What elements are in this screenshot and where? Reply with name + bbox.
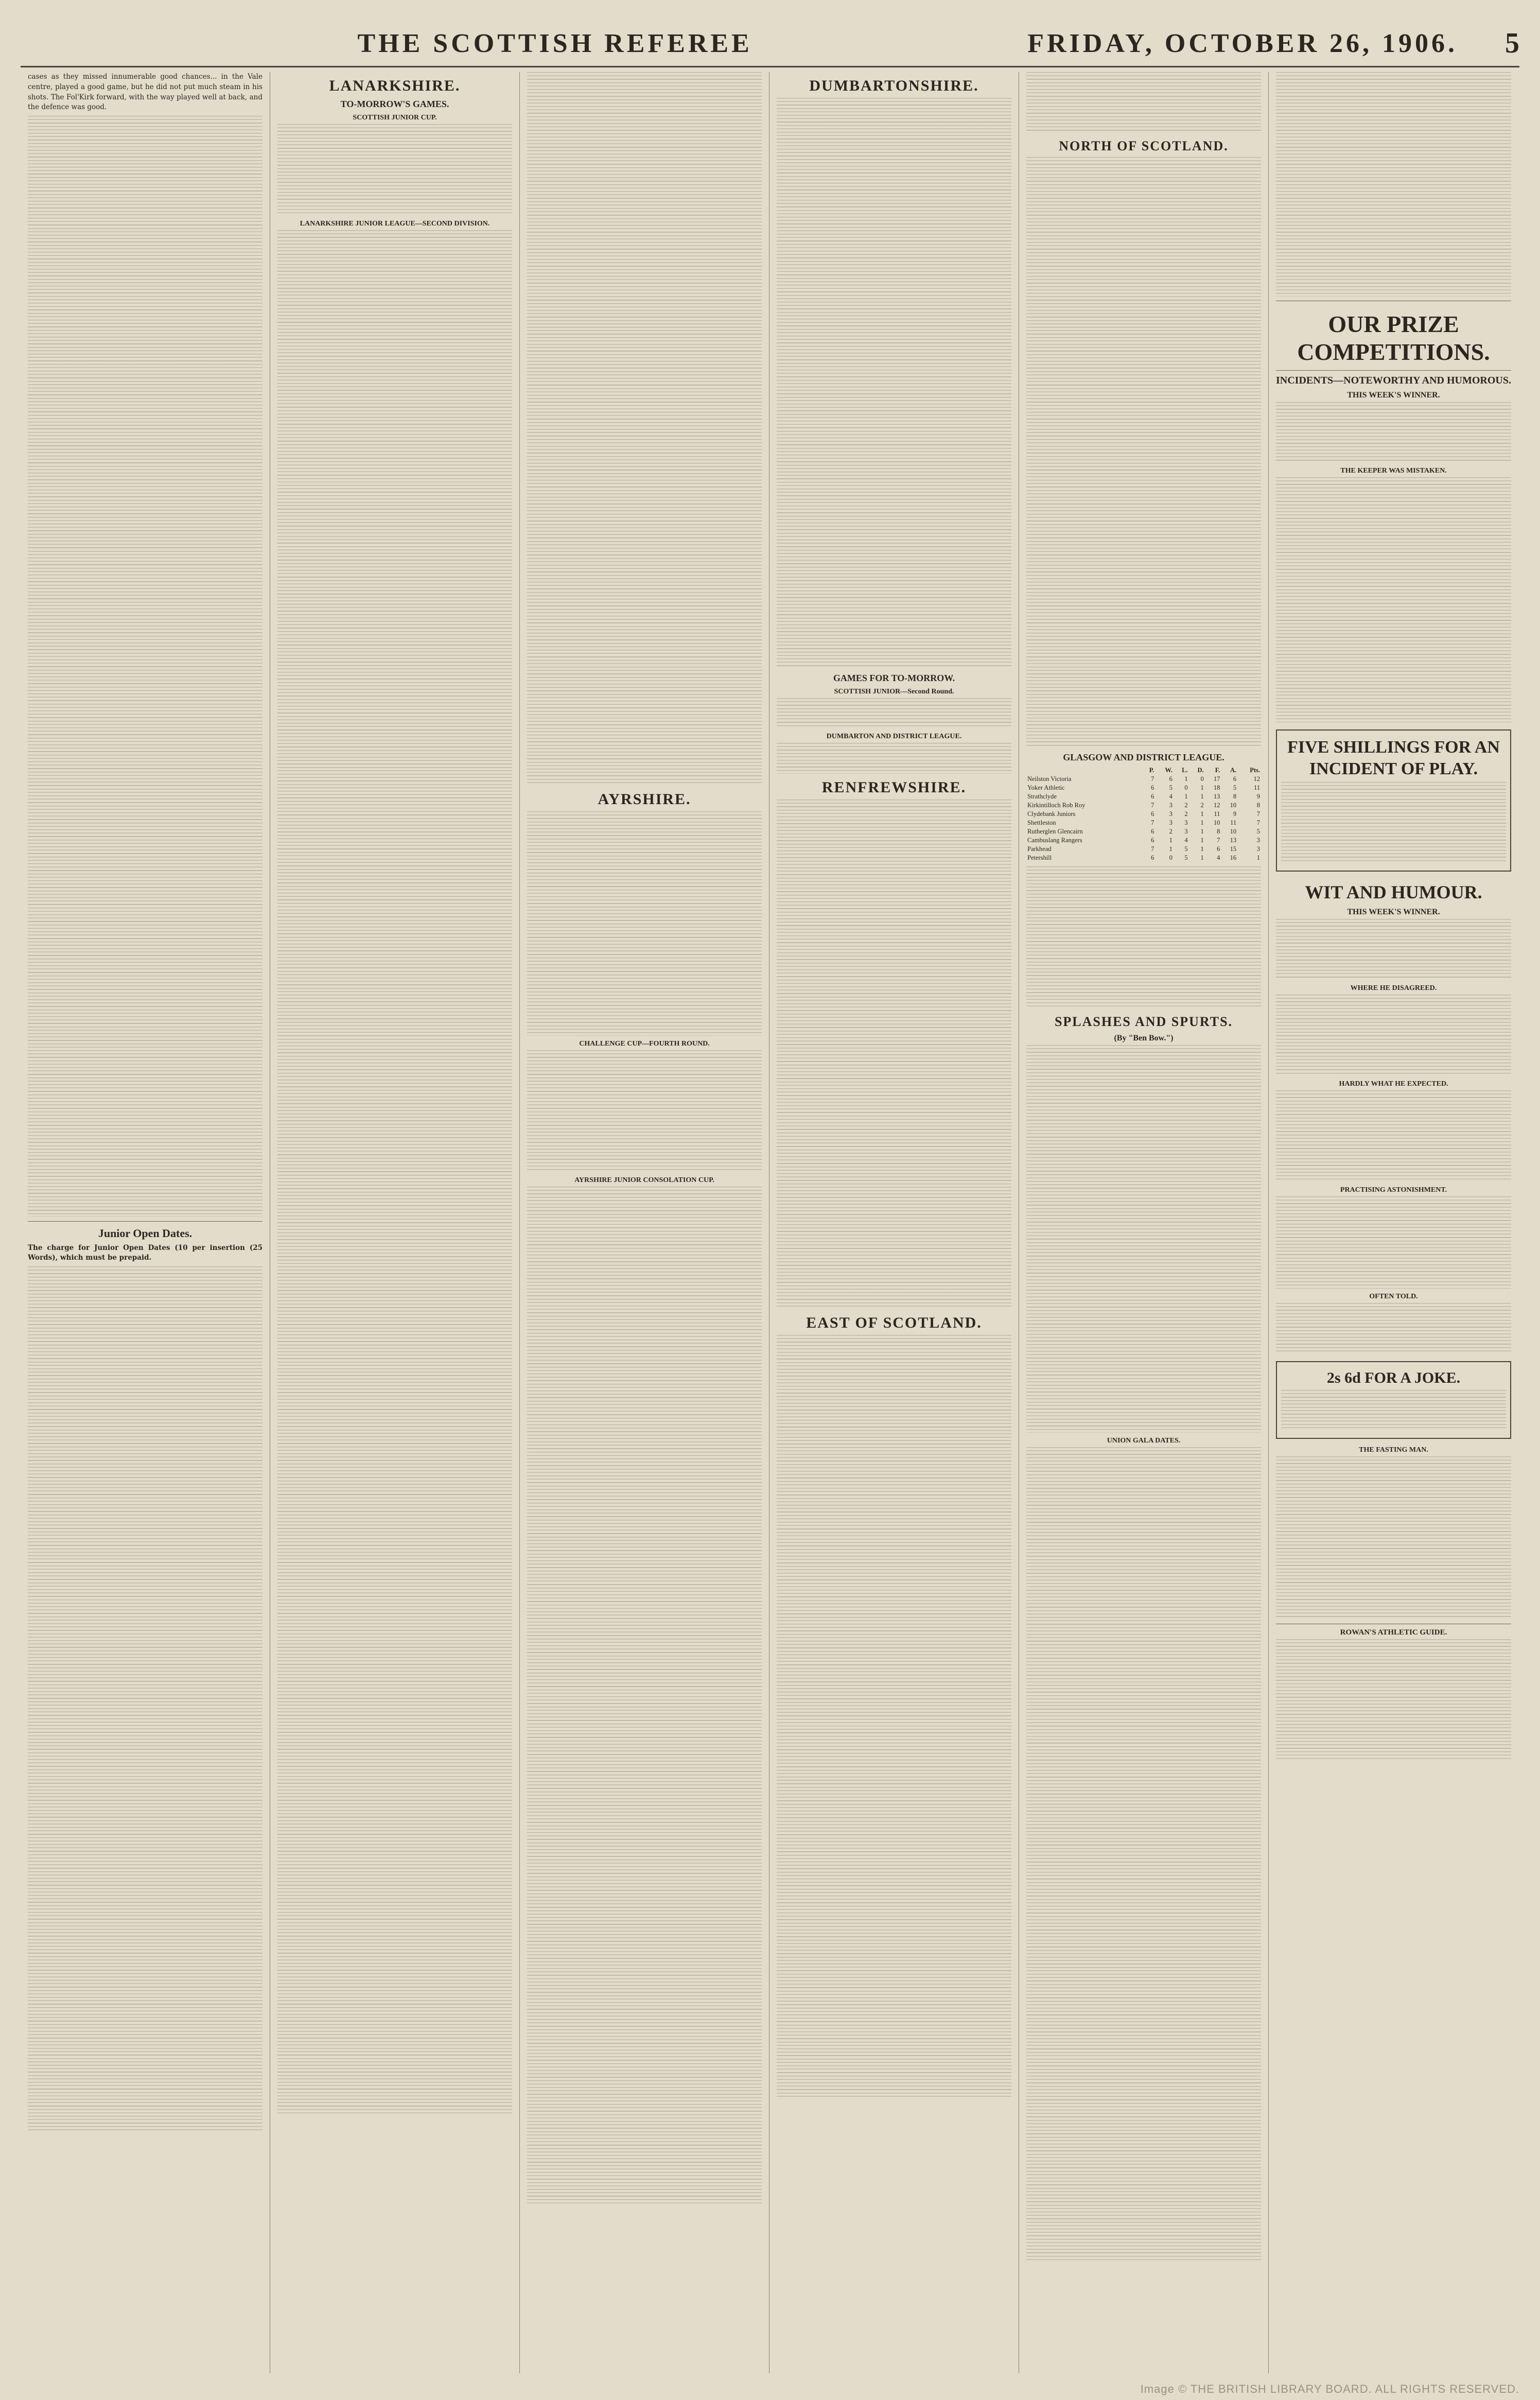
table-cell: 5 — [1184, 854, 1188, 862]
prize-competitions-heading: OUR PRIZE COMPETITIONS. — [1297, 310, 1490, 365]
table-cell: 3 — [1184, 828, 1188, 836]
table-cell: Clydebank Juniors — [1027, 810, 1076, 818]
text-block — [1276, 1639, 1511, 1762]
wit-and-humour-heading: WIT AND HUMOUR. — [1305, 881, 1482, 902]
five-shillings-heading: FIVE SHILLINGS FOR AN INCIDENT OF PLAY. — [1287, 737, 1500, 778]
league-table-header-cell: Pts. — [1250, 767, 1260, 774]
table-row — [1026, 854, 1261, 862]
table-cell: 16 — [1230, 854, 1237, 862]
league-table-title: GLASGOW AND DISTRICT LEAGUE. — [1063, 752, 1224, 763]
text-block — [1276, 919, 1511, 980]
section-heading-dumbartonshire: DUMBARTONSHIRE. — [809, 77, 979, 94]
byline: (By "Ben Bow.") — [1114, 1034, 1174, 1043]
subheading: GAMES FOR TO-MORROW. — [833, 672, 955, 683]
table-cell: 1 — [1169, 837, 1172, 844]
text-block — [777, 799, 1011, 1309]
subheading: LANARKSHIRE JUNIOR LEAGUE—SECOND DIVISION. — [300, 220, 490, 228]
table-cell: 7 — [1256, 810, 1260, 818]
section-heading-renfrewshire: RENFREWSHIRE. — [821, 778, 967, 796]
text-block — [1026, 866, 1261, 1009]
column-1 — [21, 72, 270, 2373]
subheading: TO-MORROW'S GAMES. — [340, 99, 449, 109]
subheading: ROWAN'S ATHLETIC GUIDE. — [1340, 1628, 1447, 1637]
section-heading-splashes-and-spurts: SPLASHES AND SPURTS. — [1054, 1014, 1233, 1030]
table-cell: 13 — [1230, 837, 1237, 844]
league-table-header-cell: F. — [1215, 767, 1220, 774]
table-cell: 11 — [1253, 784, 1260, 792]
table-cell: 5 — [1184, 845, 1188, 853]
league-table-header-cell: P. — [1149, 767, 1154, 774]
five-shillings-box — [1276, 729, 1511, 872]
table-cell: Parkhead — [1027, 845, 1052, 853]
table-cell: 0 — [1169, 854, 1172, 862]
table-cell: 8 — [1217, 828, 1220, 836]
text-block — [777, 1335, 1011, 2099]
table-row — [1026, 845, 1261, 854]
section-heading-ayrshire: AYRSHIRE. — [598, 791, 691, 808]
table-cell: 1 — [1200, 784, 1204, 792]
joke-box — [1276, 1361, 1511, 1439]
league-table-header-cell: W. — [1165, 767, 1172, 774]
column-4 — [769, 72, 1019, 2373]
subheading: THIS WEEK'S WINNER. — [1347, 907, 1440, 916]
table-cell: 4 — [1184, 837, 1188, 844]
text-block — [527, 811, 762, 1036]
table-cell: 6 — [1169, 775, 1172, 783]
subheading: INCIDENTS—NOTEWORTHY AND HUMOROUS. — [1276, 374, 1511, 386]
table-cell: 0 — [1200, 775, 1204, 783]
table-cell: 8 — [1256, 802, 1260, 809]
section-heading-lanarkshire: LANARKSHIRE. — [329, 77, 461, 94]
table-cell: 5 — [1256, 828, 1260, 836]
league-table-header-cell: L. — [1182, 767, 1188, 774]
table-cell: 12 — [1213, 802, 1220, 809]
joke-prize-heading: 2s 6d FOR A JOKE. — [1326, 1369, 1461, 1386]
text-block — [1026, 1045, 1261, 1432]
text-block — [777, 98, 1011, 669]
table-cell: 1 — [1200, 810, 1204, 818]
table-cell: 1 — [1200, 854, 1204, 862]
league-table-body — [1026, 775, 1261, 862]
table-cell: 5 — [1233, 784, 1237, 792]
text-block — [1281, 1390, 1506, 1431]
table-cell: 3 — [1169, 802, 1172, 809]
table-cell: 9 — [1256, 793, 1260, 801]
table-cell: 3 — [1169, 810, 1172, 818]
table-cell: Shettleston — [1027, 819, 1056, 827]
table-cell: 17 — [1213, 775, 1220, 783]
table-cell: 7 — [1256, 819, 1260, 827]
table-cell: 7 — [1151, 845, 1154, 853]
table-cell: 7 — [1217, 837, 1220, 844]
subheading: HARDLY WHAT HE EXPECTED. — [1339, 1080, 1448, 1088]
table-cell: 0 — [1184, 784, 1188, 792]
table-cell: 10 — [1230, 828, 1237, 836]
columns — [21, 72, 1519, 2373]
table-cell: Rutherglen Glencairn — [1027, 828, 1083, 836]
section-heading-junior-open-dates: Junior Open Dates. — [98, 1226, 192, 1240]
text-block — [1026, 157, 1261, 748]
text-block — [1276, 72, 1511, 297]
league-table-header-cell — [1026, 766, 1142, 775]
table-cell: 2 — [1184, 810, 1188, 818]
table-cell: 7 — [1151, 775, 1154, 783]
table-cell: 3 — [1169, 819, 1172, 827]
table-cell: 6 — [1151, 828, 1154, 836]
subheading: OFTEN TOLD. — [1369, 1292, 1418, 1300]
table-row — [1026, 836, 1261, 845]
column-6 — [1269, 72, 1518, 2373]
table-cell: 6 — [1151, 784, 1154, 792]
table-cell: 3 — [1256, 845, 1260, 853]
table-row — [1026, 801, 1261, 810]
league-table — [1026, 766, 1261, 862]
table-cell: 1 — [1184, 775, 1188, 783]
divider — [28, 1221, 262, 1222]
issue-date: FRIDAY, OCTOBER 26, 1906. — [1027, 28, 1458, 58]
text-block — [1026, 72, 1261, 133]
table-cell: 6 — [1151, 837, 1154, 844]
text-block — [1276, 1090, 1511, 1182]
table-cell: Yoker Athletic — [1027, 784, 1065, 792]
text-block — [28, 116, 262, 1216]
page-number: 5 — [1505, 27, 1519, 59]
text-block — [1276, 477, 1511, 722]
table-cell: 1 — [1200, 837, 1204, 844]
table-cell: 1 — [1200, 819, 1204, 827]
table-cell: 7 — [1151, 802, 1154, 809]
table-cell: 5 — [1169, 784, 1172, 792]
subheading: WHERE HE DISAGREED. — [1350, 984, 1437, 992]
subheading: AYRSHIRE JUNIOR CONSOLATION CUP. — [574, 1176, 714, 1185]
subheading: SCOTTISH JUNIOR CUP. — [353, 114, 437, 121]
subheading: PRACTISING ASTONISHMENT. — [1340, 1186, 1447, 1194]
table-cell: Strathclyde — [1027, 793, 1057, 801]
open-dates-note: The charge for Junior Open Dates (10 per insertion (25 Words), which must be prepaid. — [28, 1243, 262, 1262]
table-cell: 2 — [1200, 802, 1204, 809]
text-block — [527, 1187, 762, 2206]
table-cell: Petershill — [1027, 854, 1052, 862]
text-block — [1276, 1456, 1511, 1620]
league-table-header-cell: D. — [1197, 767, 1204, 774]
opening-paragraph: cases as they missed innumerable good chances... in the Vale centre, played a good game, but he did not put much steam in his shots. The Fol'Kirk forward, with the way played well at back, and the defence was good. — [28, 73, 262, 112]
text-block — [277, 124, 512, 216]
table-cell: 18 — [1213, 784, 1220, 792]
table-cell: 6 — [1151, 810, 1154, 818]
league-table-header-cell: A. — [1230, 767, 1237, 774]
subheading: CHALLENGE CUP—FOURTH ROUND. — [579, 1039, 710, 1048]
table-cell: 2 — [1184, 802, 1188, 809]
text-block — [777, 698, 1011, 728]
table-cell: 12 — [1253, 775, 1260, 783]
table-cell: 7 — [1151, 819, 1154, 827]
table-cell: 10 — [1230, 802, 1237, 809]
table-cell: 9 — [1233, 810, 1237, 818]
table-cell: 1 — [1200, 793, 1204, 801]
text-block — [1276, 1303, 1511, 1354]
table-cell: Kirkintilloch Rob Roy — [1027, 802, 1086, 809]
table-row — [1026, 792, 1261, 801]
text-block — [28, 1266, 262, 2133]
table-row — [1026, 784, 1261, 792]
league-table-header-row — [1026, 766, 1261, 775]
subheading: THE FASTING MAN. — [1359, 1446, 1428, 1454]
table-cell: Neilston Victoria — [1027, 775, 1072, 783]
table-cell: 2 — [1169, 828, 1172, 836]
text-block — [527, 1050, 762, 1173]
text-block — [777, 743, 1011, 773]
column-5 — [1019, 72, 1269, 2373]
table-cell: 11 — [1230, 819, 1237, 827]
table-cell: 1 — [1256, 854, 1260, 862]
table-row — [1026, 819, 1261, 827]
table-cell: 6 — [1151, 793, 1154, 801]
subheading: SCOTTISH JUNIOR—Second Round. — [834, 687, 954, 695]
section-heading-east-of-scotland: EAST OF SCOTLAND. — [806, 1314, 982, 1331]
table-cell: 8 — [1233, 793, 1237, 801]
table-cell: 15 — [1230, 845, 1237, 853]
table-cell: 4 — [1169, 793, 1172, 801]
table-cell: 11 — [1214, 810, 1220, 818]
text-block — [1276, 1196, 1511, 1288]
table-cell: 3 — [1184, 819, 1188, 827]
table-cell: Cambuslang Rangers — [1027, 837, 1082, 844]
table-cell: 4 — [1217, 854, 1220, 862]
table-cell: 13 — [1213, 793, 1220, 801]
table-cell: 10 — [1213, 819, 1220, 827]
masthead — [21, 21, 1519, 67]
table-cell: 3 — [1256, 837, 1260, 844]
text-block — [1276, 402, 1511, 463]
table-row — [1026, 827, 1261, 836]
subheading: DUMBARTON AND DISTRICT LEAGUE. — [826, 733, 962, 741]
text-block — [1276, 995, 1511, 1076]
text-block — [1026, 1447, 1261, 2263]
column-2 — [270, 72, 520, 2373]
section-heading-north-of-scotland: NORTH OF SCOTLAND. — [1059, 138, 1229, 153]
table-cell: 6 — [1217, 845, 1220, 853]
text-block — [277, 230, 512, 2116]
table-cell: 1 — [1200, 845, 1204, 853]
table-row — [1026, 810, 1261, 819]
image-credit: Image © THE BRITISH LIBRARY BOARD. ALL RIGHTS RESERVED. — [1140, 2382, 1519, 2395]
text-block — [527, 72, 762, 786]
table-cell: 1 — [1184, 793, 1188, 801]
table-row — [1026, 775, 1261, 784]
subheading: THIS WEEK'S WINNER. — [1347, 390, 1440, 399]
table-cell: 6 — [1151, 854, 1154, 862]
column-3 — [520, 72, 769, 2373]
divider — [1276, 370, 1511, 371]
table-cell: 6 — [1233, 775, 1237, 783]
table-cell: 1 — [1169, 845, 1172, 853]
subheading: THE KEEPER WAS MISTAKEN. — [1340, 467, 1447, 475]
table-cell: 1 — [1200, 828, 1204, 836]
subheading: UNION GALA DATES. — [1107, 1436, 1181, 1445]
newspaper-title: THE SCOTTISH REFEREE — [357, 28, 752, 58]
text-block — [1281, 782, 1506, 863]
